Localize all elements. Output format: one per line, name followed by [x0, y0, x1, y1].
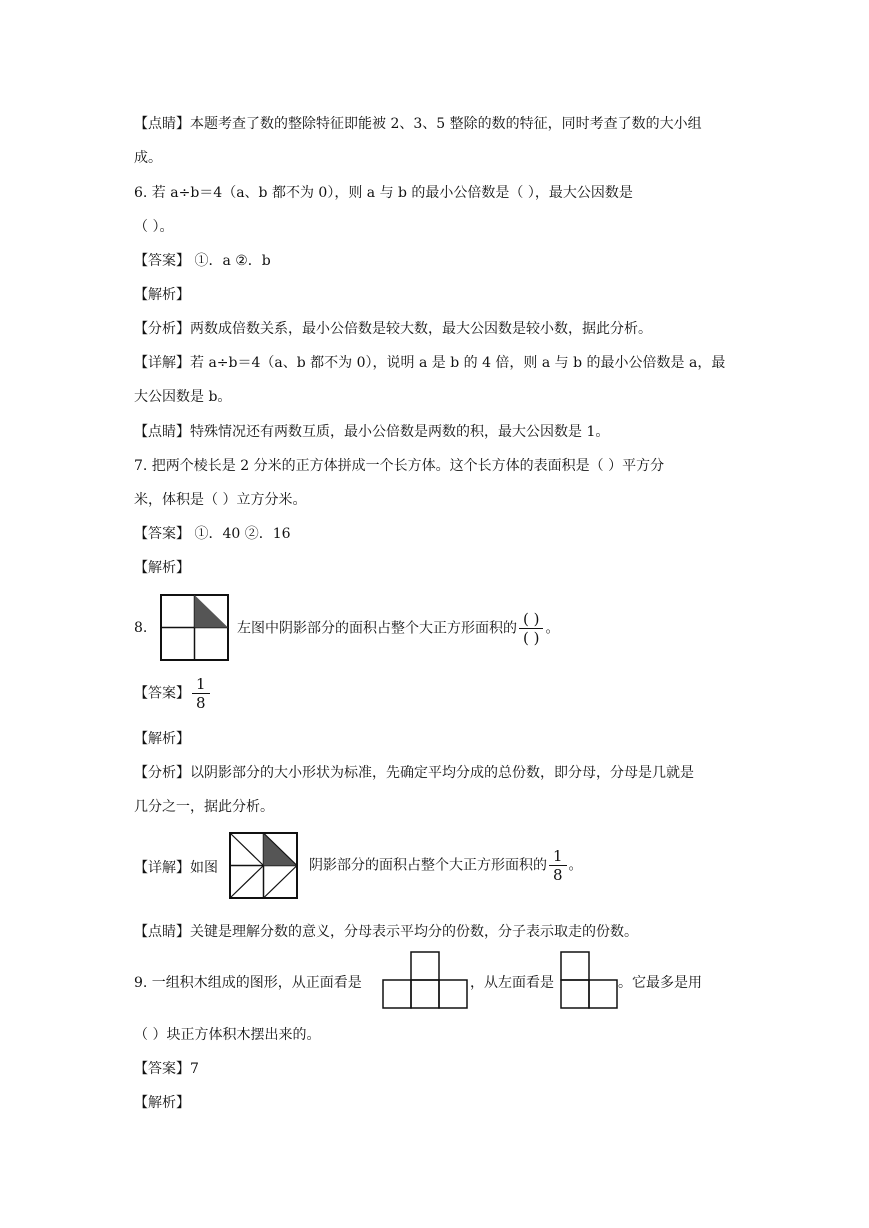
text-line: 【点睛】关键是理解分数的意义，分母表示平均分的份数，分子表示取走的份数。 — [134, 924, 638, 940]
fraction-denominator: 8 — [196, 694, 206, 712]
fraction-numerator: 1 — [196, 675, 206, 693]
fraction-denominator: 8 — [553, 866, 563, 884]
text-line: 【答案】 ①．a ②．b — [134, 253, 271, 269]
text-line: 【解析】 — [134, 287, 190, 303]
text-line: 9. 一组积木组成的图形，从正面看是 — [134, 975, 362, 991]
grid-figure-detail — [229, 832, 299, 900]
text-line: 大公因数是 b。 — [134, 389, 232, 405]
q8-text: 左图中阴影部分的面积占整个大正方形面积的 — [237, 620, 517, 637]
text-line: 【分析】两数成倍数关系，最小公倍数是较大数，最大公因数是较小数，据此分析。 — [134, 321, 652, 337]
detail-text: 阴影部分的面积占整个大正方形面积的 — [309, 857, 547, 874]
text-line — [134, 675, 212, 712]
text-line: 【解析】 — [134, 560, 190, 576]
text-line: 【点睛】本题考查了数的整除特征即能被 2、3、5 整除的数的特征，同时考查了数的大小组 — [134, 116, 702, 132]
text-line: 。它最多是用 — [618, 975, 702, 991]
text-line: 6. 若 a÷b＝4（a、b 都不为 0），则 a 与 b 的最小公倍数是（ ），最大公因数是 — [134, 185, 633, 201]
text-line: 【解析】 — [134, 1095, 190, 1111]
text-line: 几分之一，据此分析。 — [134, 799, 274, 815]
answer-label: 【答案】 — [134, 685, 190, 702]
text-line: 成。 — [134, 150, 162, 166]
grid-figure-q8 — [160, 594, 230, 662]
text-line: ，从左面看是 — [470, 975, 554, 991]
text-line: 【详解】若 a÷b＝4（a、b 都不为 0），说明 a 是 b 的 4 倍，则 a 与 b 的最小公倍数是 a，最 — [134, 355, 726, 371]
blank-fraction — [519, 610, 543, 647]
text-line: 【答案】7 — [134, 1061, 199, 1077]
front-view-figure — [382, 951, 472, 1011]
fraction-denominator: ( ) — [523, 629, 540, 647]
text-line — [237, 610, 559, 647]
fraction-numerator: 1 — [553, 847, 563, 865]
q8-end: 。 — [545, 620, 560, 637]
text-line: 【点睛】特殊情况还有两数互质，最小公倍数是两数的积，最大公因数是 1。 — [134, 424, 610, 440]
text-line: 米，体积是（ ）立方分米。 — [134, 492, 307, 508]
text-line: （ ）。 — [134, 219, 174, 235]
text-line: 【解析】 — [134, 731, 190, 747]
text-line: （ ）块正方体积木摆出来的。 — [134, 1027, 321, 1043]
text-line: 【详解】如图 — [134, 860, 218, 876]
text-line: 【分析】以阴影部分的大小形状为标准，先确定平均分成的总份数，即分母，分母是几就是 — [134, 765, 694, 781]
fraction-numerator: ( ) — [523, 610, 540, 628]
text-line: 7. 把两个棱长是 2 分米的正方体拼成一个长方体。这个长方体的表面积是（ ）平方分 — [134, 458, 665, 474]
text-line: 【答案】 ①．40 ②．16 — [134, 526, 291, 542]
left-view-figure — [560, 951, 622, 1011]
answer-fraction — [192, 675, 210, 712]
detail-end: 。 — [568, 857, 583, 874]
detail-fraction — [549, 847, 567, 884]
question-number: 8. — [134, 620, 148, 636]
text-line — [309, 847, 583, 884]
